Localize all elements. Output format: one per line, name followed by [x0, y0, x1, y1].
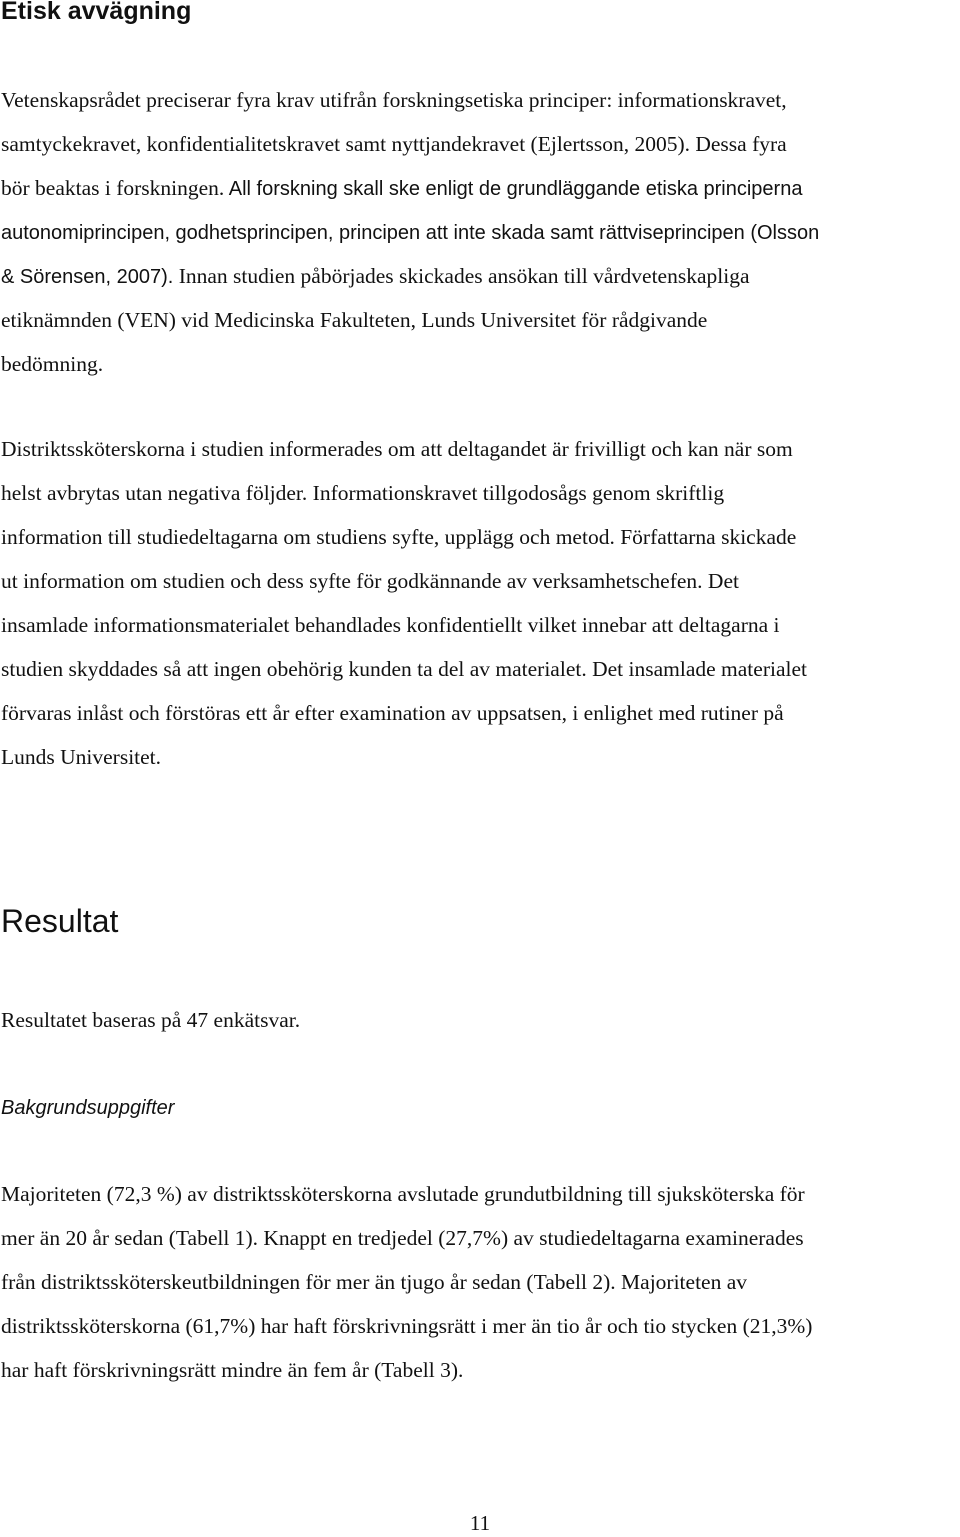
- text-line: etiknämnden (VEN) vid Medicinska Fakulteten, Lunds Universitet för rådgivande: [1, 308, 708, 332]
- text-line: samtyckekravet, konfidentialitetskravet samt nyttjandekravet (Ejlertsson, 2005). Dessa fyra: [1, 132, 787, 156]
- text-line: från distriktssköterskeutbildningen för mer än tjugo år sedan (Tabell 2). Majoriteten av: [1, 1270, 748, 1294]
- text-line: Distriktssköterskorna i studien informerades om att deltagandet är frivilligt och kan när som: [1, 437, 793, 461]
- text-line: autonomiprincipen, godhetsprincipen, principen att inte skada samt rättviseprincipen (Olsson: [1, 222, 820, 244]
- text-line: insamlade informationsmaterialet behandlades konfidentiellt vilket innebar att deltagarna i: [1, 613, 780, 637]
- text-line: helst avbrytas utan negativa följder. Informationskravet tillgodosågs genom skriftlig: [1, 481, 725, 505]
- paragraph-background-data: [1, 1172, 959, 1392]
- paragraph-ethics-information: [1, 427, 959, 779]
- section-heading-etisk-avvagning: Etisk avvägning: [1, 0, 192, 25]
- text-line: Majoriteten (72,3 %) av distriktssköterskorna avslutade grundutbildning till sjuksköterska för: [1, 1182, 805, 1206]
- text-line: Lunds Universitet.: [1, 745, 162, 769]
- text-line: information till studiedeltagarna om studiens syfte, upplägg och metod. Författarna skickade: [1, 525, 797, 549]
- text-line: Vetenskapsrådet preciserar fyra krav utifrån forskningsetiska principer: informationskravet,: [1, 88, 787, 112]
- paragraph-resultat-intro: [1, 998, 959, 1042]
- paragraph-ethics-principles: [1, 78, 959, 386]
- section-heading-resultat: Resultat: [1, 903, 119, 939]
- text-line: mer än 20 år sedan (Tabell 1). Knappt en tredjedel (27,7%) av studiedeltagarna examinerades: [1, 1226, 804, 1250]
- text-line: ut information om studien och dess syfte för godkännande av verksamhetschefen. Det: [1, 569, 739, 593]
- text-line: förvaras inlåst och förstöras ett år efter examination av uppsatsen, i enlighet med rutiner på: [1, 701, 784, 725]
- text-line: distriktssköterskorna (61,7%) har haft förskrivningsrätt i mer än tio år och tio stycken (21,3%): [1, 1314, 813, 1338]
- text-line: har haft förskrivningsrätt mindre än fem år (Tabell 3).: [1, 1358, 464, 1382]
- text-line: Resultatet baseras på 47 enkätsvar.: [1, 1008, 301, 1032]
- text-line: bedömning.: [1, 352, 104, 376]
- text-line: bör beaktas i forskningen. All forskning skall ske enligt de grundläggande etiska principerna: [1, 176, 803, 200]
- text-line: studien skyddades så att ingen obehörig kunden ta del av materialet. Det insamlade materialet: [1, 657, 807, 681]
- subheading-bakgrundsuppgifter: Bakgrundsuppgifter: [1, 1097, 175, 1119]
- page-number: 11: [469, 1511, 491, 1535]
- text-line: & Sörensen, 2007). Innan studien påbörjades skickades ansökan till vårdvetenskapliga: [1, 264, 750, 288]
